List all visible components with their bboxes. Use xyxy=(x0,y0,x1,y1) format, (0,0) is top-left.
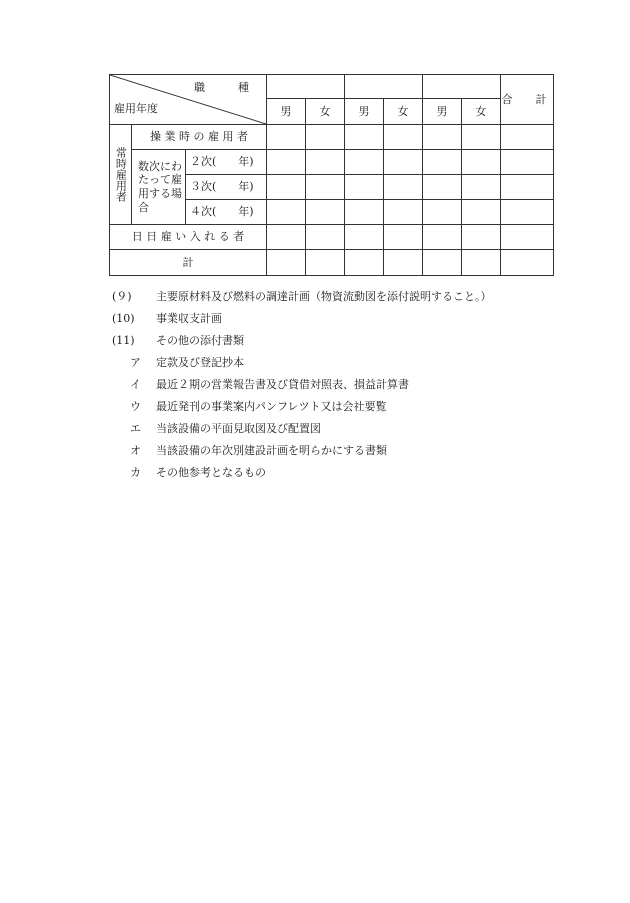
item-list xyxy=(112,286,492,484)
cell xyxy=(423,150,462,175)
employment-table xyxy=(109,74,554,276)
round-3-label: ３次( 年) xyxy=(186,175,267,200)
female-header: 女 xyxy=(462,99,501,125)
sub-item-marker: ア xyxy=(130,356,141,369)
cell xyxy=(306,225,345,250)
sub-item-marker: カ xyxy=(130,466,141,479)
cell xyxy=(423,250,462,276)
sub-item-text: 最近発刊の事業案内パンフレツト又は会社要覧 xyxy=(156,400,387,413)
item-text: 主要原材料及び燃料の調達計画（物資流動図を添付説明すること。） xyxy=(156,290,492,303)
cell xyxy=(501,150,554,175)
header-diagonal-cell xyxy=(110,75,267,125)
cell xyxy=(306,175,345,200)
sub-item xyxy=(112,396,492,418)
cell xyxy=(384,125,423,150)
cell xyxy=(462,250,501,276)
cell xyxy=(384,200,423,225)
cell xyxy=(267,200,306,225)
sub-item xyxy=(112,440,492,462)
cell xyxy=(462,125,501,150)
cell xyxy=(462,225,501,250)
cell xyxy=(267,125,306,150)
cell xyxy=(384,150,423,175)
item-text: 事業収支計画 xyxy=(156,312,222,325)
cell xyxy=(384,250,423,276)
cell xyxy=(462,150,501,175)
occupation-label: 職 種 xyxy=(194,81,261,94)
cell xyxy=(345,200,384,225)
cell xyxy=(306,150,345,175)
daily-hire-label: 日 日 雇 い 入 れ る 者 xyxy=(110,225,267,250)
regular-employees-label: 常時雇用者 xyxy=(110,125,132,225)
cell xyxy=(462,200,501,225)
cell xyxy=(501,225,554,250)
total-header: 合 計 xyxy=(501,75,554,125)
round-4-label: ４次( 年) xyxy=(186,200,267,225)
female-header: 女 xyxy=(306,99,345,125)
male-header: 男 xyxy=(423,99,462,125)
total-row-label: 計 xyxy=(110,250,267,276)
list-item xyxy=(112,308,492,330)
occupation-col-3 xyxy=(423,75,501,99)
cell xyxy=(267,150,306,175)
cell xyxy=(345,250,384,276)
operation-start-label: 操 業 時 の 雇 用 者 xyxy=(132,125,267,150)
cell xyxy=(423,200,462,225)
item-number: (９) xyxy=(112,290,132,303)
occupation-col-1 xyxy=(267,75,345,99)
cell xyxy=(384,225,423,250)
cell xyxy=(267,175,306,200)
cell xyxy=(267,225,306,250)
male-header: 男 xyxy=(267,99,306,125)
sub-item xyxy=(112,418,492,440)
hire-year-label: 雇用年度 xyxy=(114,102,158,116)
item-text: その他の添付書類 xyxy=(156,334,244,347)
cell xyxy=(267,250,306,276)
cell xyxy=(462,175,501,200)
occupation-col-2 xyxy=(345,75,423,99)
cell xyxy=(423,125,462,150)
cell xyxy=(501,250,554,276)
cell xyxy=(501,200,554,225)
cell xyxy=(345,125,384,150)
cell xyxy=(345,150,384,175)
cell xyxy=(306,200,345,225)
sub-item-text: 当該設備の年次別建設計画を明らかにする書類 xyxy=(156,444,387,457)
sub-item-marker: イ xyxy=(130,378,141,391)
sub-item xyxy=(112,352,492,374)
cell xyxy=(423,225,462,250)
multi-hire-label: 数次にわたって雇用する場合 xyxy=(132,150,186,225)
sub-item xyxy=(112,374,492,396)
sub-item-text: 当該設備の平面見取図及び配置図 xyxy=(156,422,321,435)
cell xyxy=(345,175,384,200)
sub-item-marker: オ xyxy=(130,444,141,457)
sub-item-marker: エ xyxy=(130,422,141,435)
sub-item-text: 定款及び登記抄本 xyxy=(156,356,244,369)
cell xyxy=(306,250,345,276)
round-2-label: ２次( 年) xyxy=(186,150,267,175)
female-header: 女 xyxy=(384,99,423,125)
sub-item xyxy=(112,462,492,484)
item-number: (11) xyxy=(112,334,135,347)
cell xyxy=(501,125,554,150)
sub-item-marker: ウ xyxy=(130,400,141,413)
cell xyxy=(384,175,423,200)
cell xyxy=(345,225,384,250)
list-item xyxy=(112,330,492,352)
cell xyxy=(423,175,462,200)
sub-item-text: その他参考となるもの xyxy=(156,466,266,479)
cell xyxy=(306,125,345,150)
item-number: (10) xyxy=(112,312,135,325)
sub-item-text: 最近２期の営業報告書及び貸借対照表、損益計算書 xyxy=(156,378,409,391)
male-header: 男 xyxy=(345,99,384,125)
cell xyxy=(501,175,554,200)
list-item xyxy=(112,286,492,308)
